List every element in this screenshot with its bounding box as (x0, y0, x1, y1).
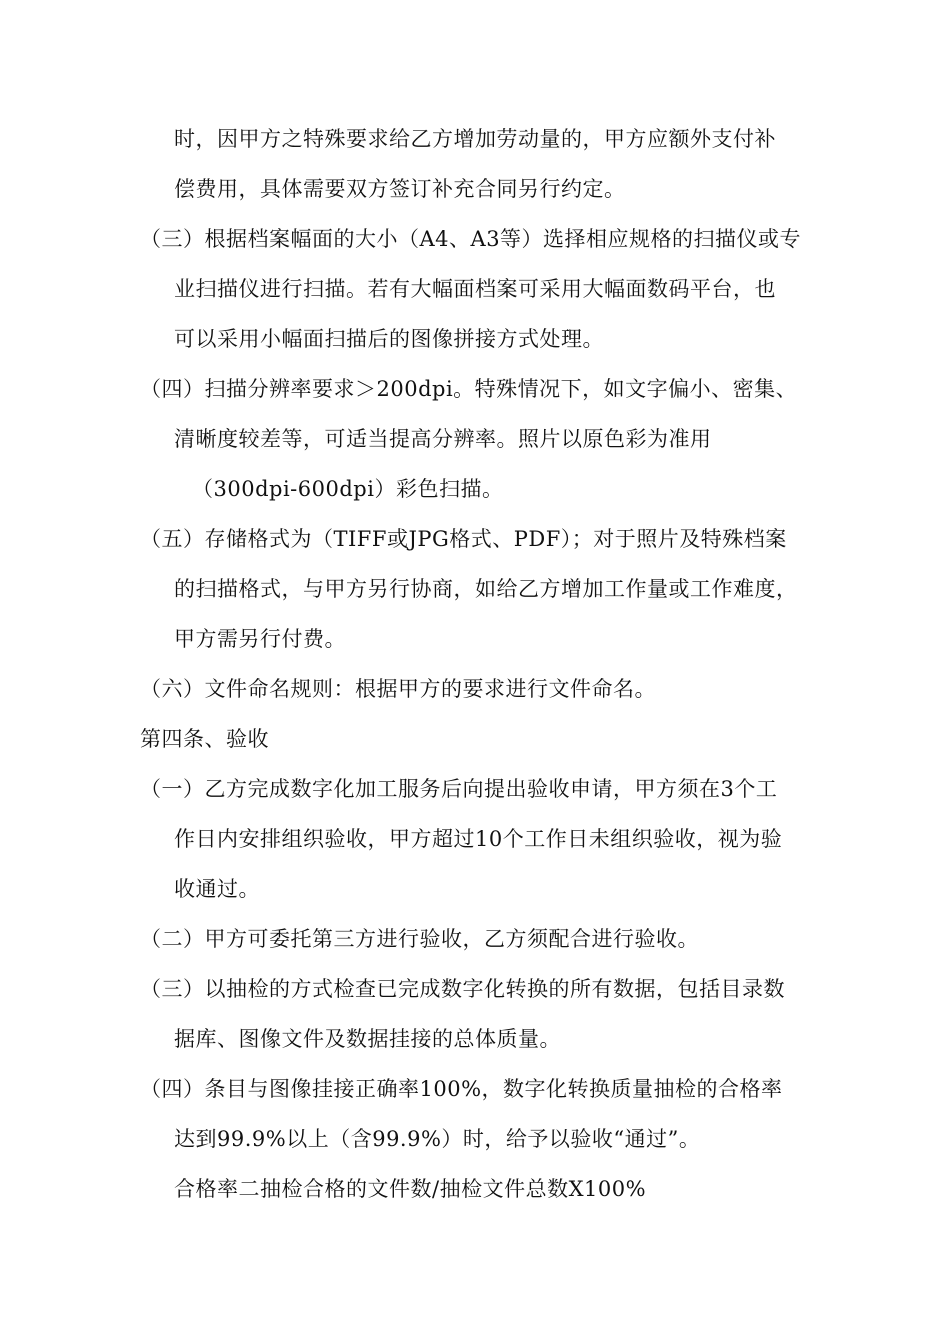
text-line: 时，因甲方之特殊要求给乙方增加劳动量的，甲方应额外支付补 (174, 127, 776, 151)
text-line: 收通过。 (174, 877, 260, 901)
text-line: 偿费用，具体需要双方签订补充合同另行约定。 (174, 177, 626, 201)
text-line: 甲方需另行付费。 (174, 627, 346, 651)
text-line: 的扫描格式，与甲方另行协商，如给乙方增加工作量或工作难度， (174, 577, 798, 601)
text-line: 可以采用小幅面扫描后的图像拼接方式处理。 (174, 327, 604, 351)
text-line: 据库、图像文件及数据挂接的总体质量。 (174, 1027, 561, 1051)
text-line: （300dpi-600dpi）彩色扫描。 (192, 477, 504, 501)
text-line: （四）扫描分辨率要求＞200dpi。特殊情况下，如文字偏小、密集、 (140, 377, 798, 401)
text-line: 清晰度较差等，可适当提高分辨率。照片以原色彩为准用 (174, 427, 712, 451)
text-line: （五）存储格式为（TIFF或JPG格式、PDF）；对于照片及特殊档案 (140, 527, 787, 551)
text-line: （二）甲方可委托第三方进行验收，乙方须配合进行验收。 (140, 927, 699, 951)
formula-line: 合格率二抽检合格的文件数/抽检文件总数X100% (174, 1177, 647, 1201)
text-line: （一）乙方完成数字化加工服务后向提出验收申请，甲方须在3个工 (140, 777, 778, 801)
text-line: （三）根据档案幅面的大小（A4、A3等）选择相应规格的扫描仪或专 (140, 227, 802, 251)
section-heading: 第四条、验收 (140, 727, 269, 751)
text-line: 作日内安排组织验收，甲方超过10个工作日未组织验收，视为验 (174, 827, 783, 851)
text-line: 业扫描仪进行扫描。若有大幅面档案可采用大幅面数码平台，也 (174, 277, 776, 301)
text-line: 达到99.9%以上（含99.9%）时，给予以验收“通过”。 (174, 1127, 701, 1151)
text-line: （四）条目与图像挂接正确率100%，数字化转换质量抽检的合格率 (140, 1077, 783, 1101)
text-line: （六）文件命名规则：根据甲方的要求进行文件命名。 (140, 677, 656, 701)
text-line: （三）以抽检的方式检查已完成数字化转换的所有数据，包括目录数 (140, 977, 785, 1001)
